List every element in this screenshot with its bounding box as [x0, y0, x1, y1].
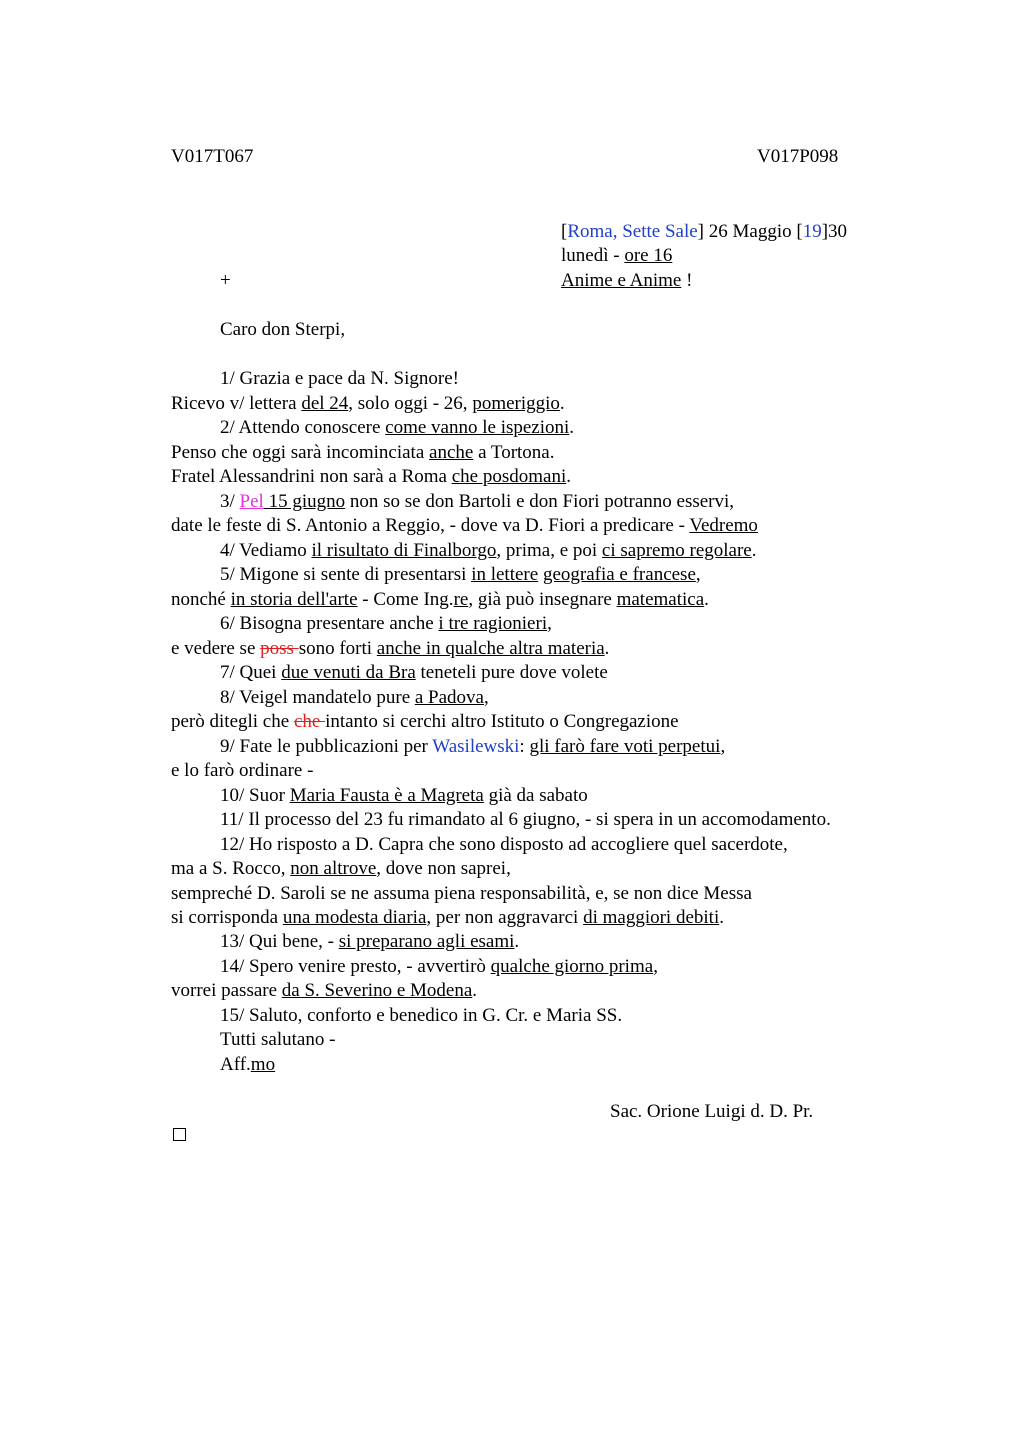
paragraph-2-cont: Penso che oggi sarà incominciata anche a Tortona. — [171, 442, 555, 463]
closing: Aff.mo — [220, 1054, 276, 1075]
weekday: lunedì - — [561, 245, 625, 266]
time: ore 16 — [624, 245, 673, 266]
paragraph-12: 12/ Ho risposto a D. Capra che sono disposto ad accogliere quel sacerdote, — [220, 834, 788, 855]
signature: Sac. Orione Luigi d. D. Pr. — [610, 1101, 814, 1122]
paragraph-16: Tutti salutano - — [220, 1029, 336, 1050]
paragraph-8: 8/ Veigel mandatelo pure a Padova, — [220, 687, 489, 708]
bracket-open: [ — [561, 221, 568, 242]
paragraph-14: 14/ Spero venire presto, - avvertirò qualche giorno prima, — [220, 956, 658, 977]
paragraph-12-cont3: si corrisponda una modesta diaria, per non aggravarci di maggiori debiti. — [171, 907, 724, 928]
dateline-day-time — [561, 244, 672, 269]
paragraph-14-cont: vorrei passare da S. Severino e Modena. — [171, 980, 478, 1001]
editorial-century: 19 — [802, 221, 822, 242]
paragraph-1: 1/ Grazia e pace da N. Signore! — [220, 368, 459, 389]
paragraph-7: 7/ Quei due venuti da Bra teneteli pure dove volete — [220, 662, 608, 683]
deletion-red: che — [293, 711, 326, 732]
paragraph-9-cont: e lo farò ordinare - — [171, 760, 314, 781]
paragraph-10: 10/ Suor Maria Fausta è a Magreta già da sabato — [220, 785, 588, 806]
paragraph-3: 3/ Pel 15 giugno non so se don Bartoli e don Fiori potranno esservi, — [220, 491, 735, 512]
correction-magenta: Pel — [239, 491, 264, 512]
paragraph-3-cont: date le feste di S. Antonio a Reggio, - dove va D. Fiori a predicare - Vedremo — [171, 515, 758, 536]
paragraph-6: 6/ Bisogna presentare anche i tre ragionieri, — [220, 613, 552, 634]
editorial-place: Roma, Sette Sale — [567, 221, 698, 242]
bracket-close: ] — [697, 221, 704, 242]
motto — [561, 269, 692, 294]
paragraph-4: 4/ Vediamo il risultato di Finalborgo, prima, e poi ci sapremo regolare. — [220, 540, 757, 561]
paragraph-2-cont2: Fratel Alessandrini non sarà a Roma che posdomani. — [171, 466, 571, 487]
paragraph-12-cont2: sempreché D. Saroli se ne assuma piena responsabilità, e, se non dice Messa — [171, 883, 752, 904]
document-code-right: V017P098 — [757, 146, 839, 167]
paragraph-6-cont: e vedere se poss sono forti anche in qualche altra materia. — [171, 638, 610, 659]
end-box-icon — [173, 1128, 186, 1141]
paragraph-11: 11/ Il processo del 23 fu rimandato al 6 giugno, - si spera in un accomodamento. — [220, 809, 831, 830]
paragraph-12-cont: ma a S. Rocco, non altrove, dove non saprei, — [171, 858, 511, 879]
motto-text: Anime e Anime — [561, 270, 682, 291]
paragraph-13: 13/ Qui bene, - si preparano agli esami. — [220, 931, 520, 952]
document-code-left: V017T067 — [171, 146, 254, 167]
deletion-red: poss — [260, 638, 299, 659]
paragraph-2: 2/ Attendo conoscere come vanno le ispezioni. — [220, 417, 575, 438]
date-text: 26 Maggio [ — [704, 221, 803, 242]
paragraph-5: 5/ Migone si sente di presentarsi in lettere geografia e francese, — [220, 564, 701, 585]
motto-suffix: ! — [681, 270, 693, 291]
paragraph-15: 15/ Saluto, conforto e benedico in G. Cr. e Maria SS. — [220, 1005, 623, 1026]
paragraph-5-cont: nonché in storia dell'arte - Come Ing.re, già può insegnare matematica. — [171, 589, 709, 610]
date-year: ]30 — [821, 221, 848, 242]
cross-symbol: + — [220, 270, 231, 291]
editorial-name: Wasilewski — [432, 736, 520, 757]
paragraph-1-cont: Ricevo v/ lettera del 24, solo oggi - 26, pomeriggio. — [171, 393, 565, 414]
salutation: Caro don Sterpi, — [220, 319, 346, 340]
paragraph-9: 9/ Fate le pubblicazioni per Wasilewski: gli farò fare voti perpetui, — [220, 736, 726, 757]
dateline-place-date — [561, 220, 847, 245]
paragraph-8-cont: però ditegli che che intanto si cerchi altro Istituto o Congregazione — [171, 711, 679, 732]
